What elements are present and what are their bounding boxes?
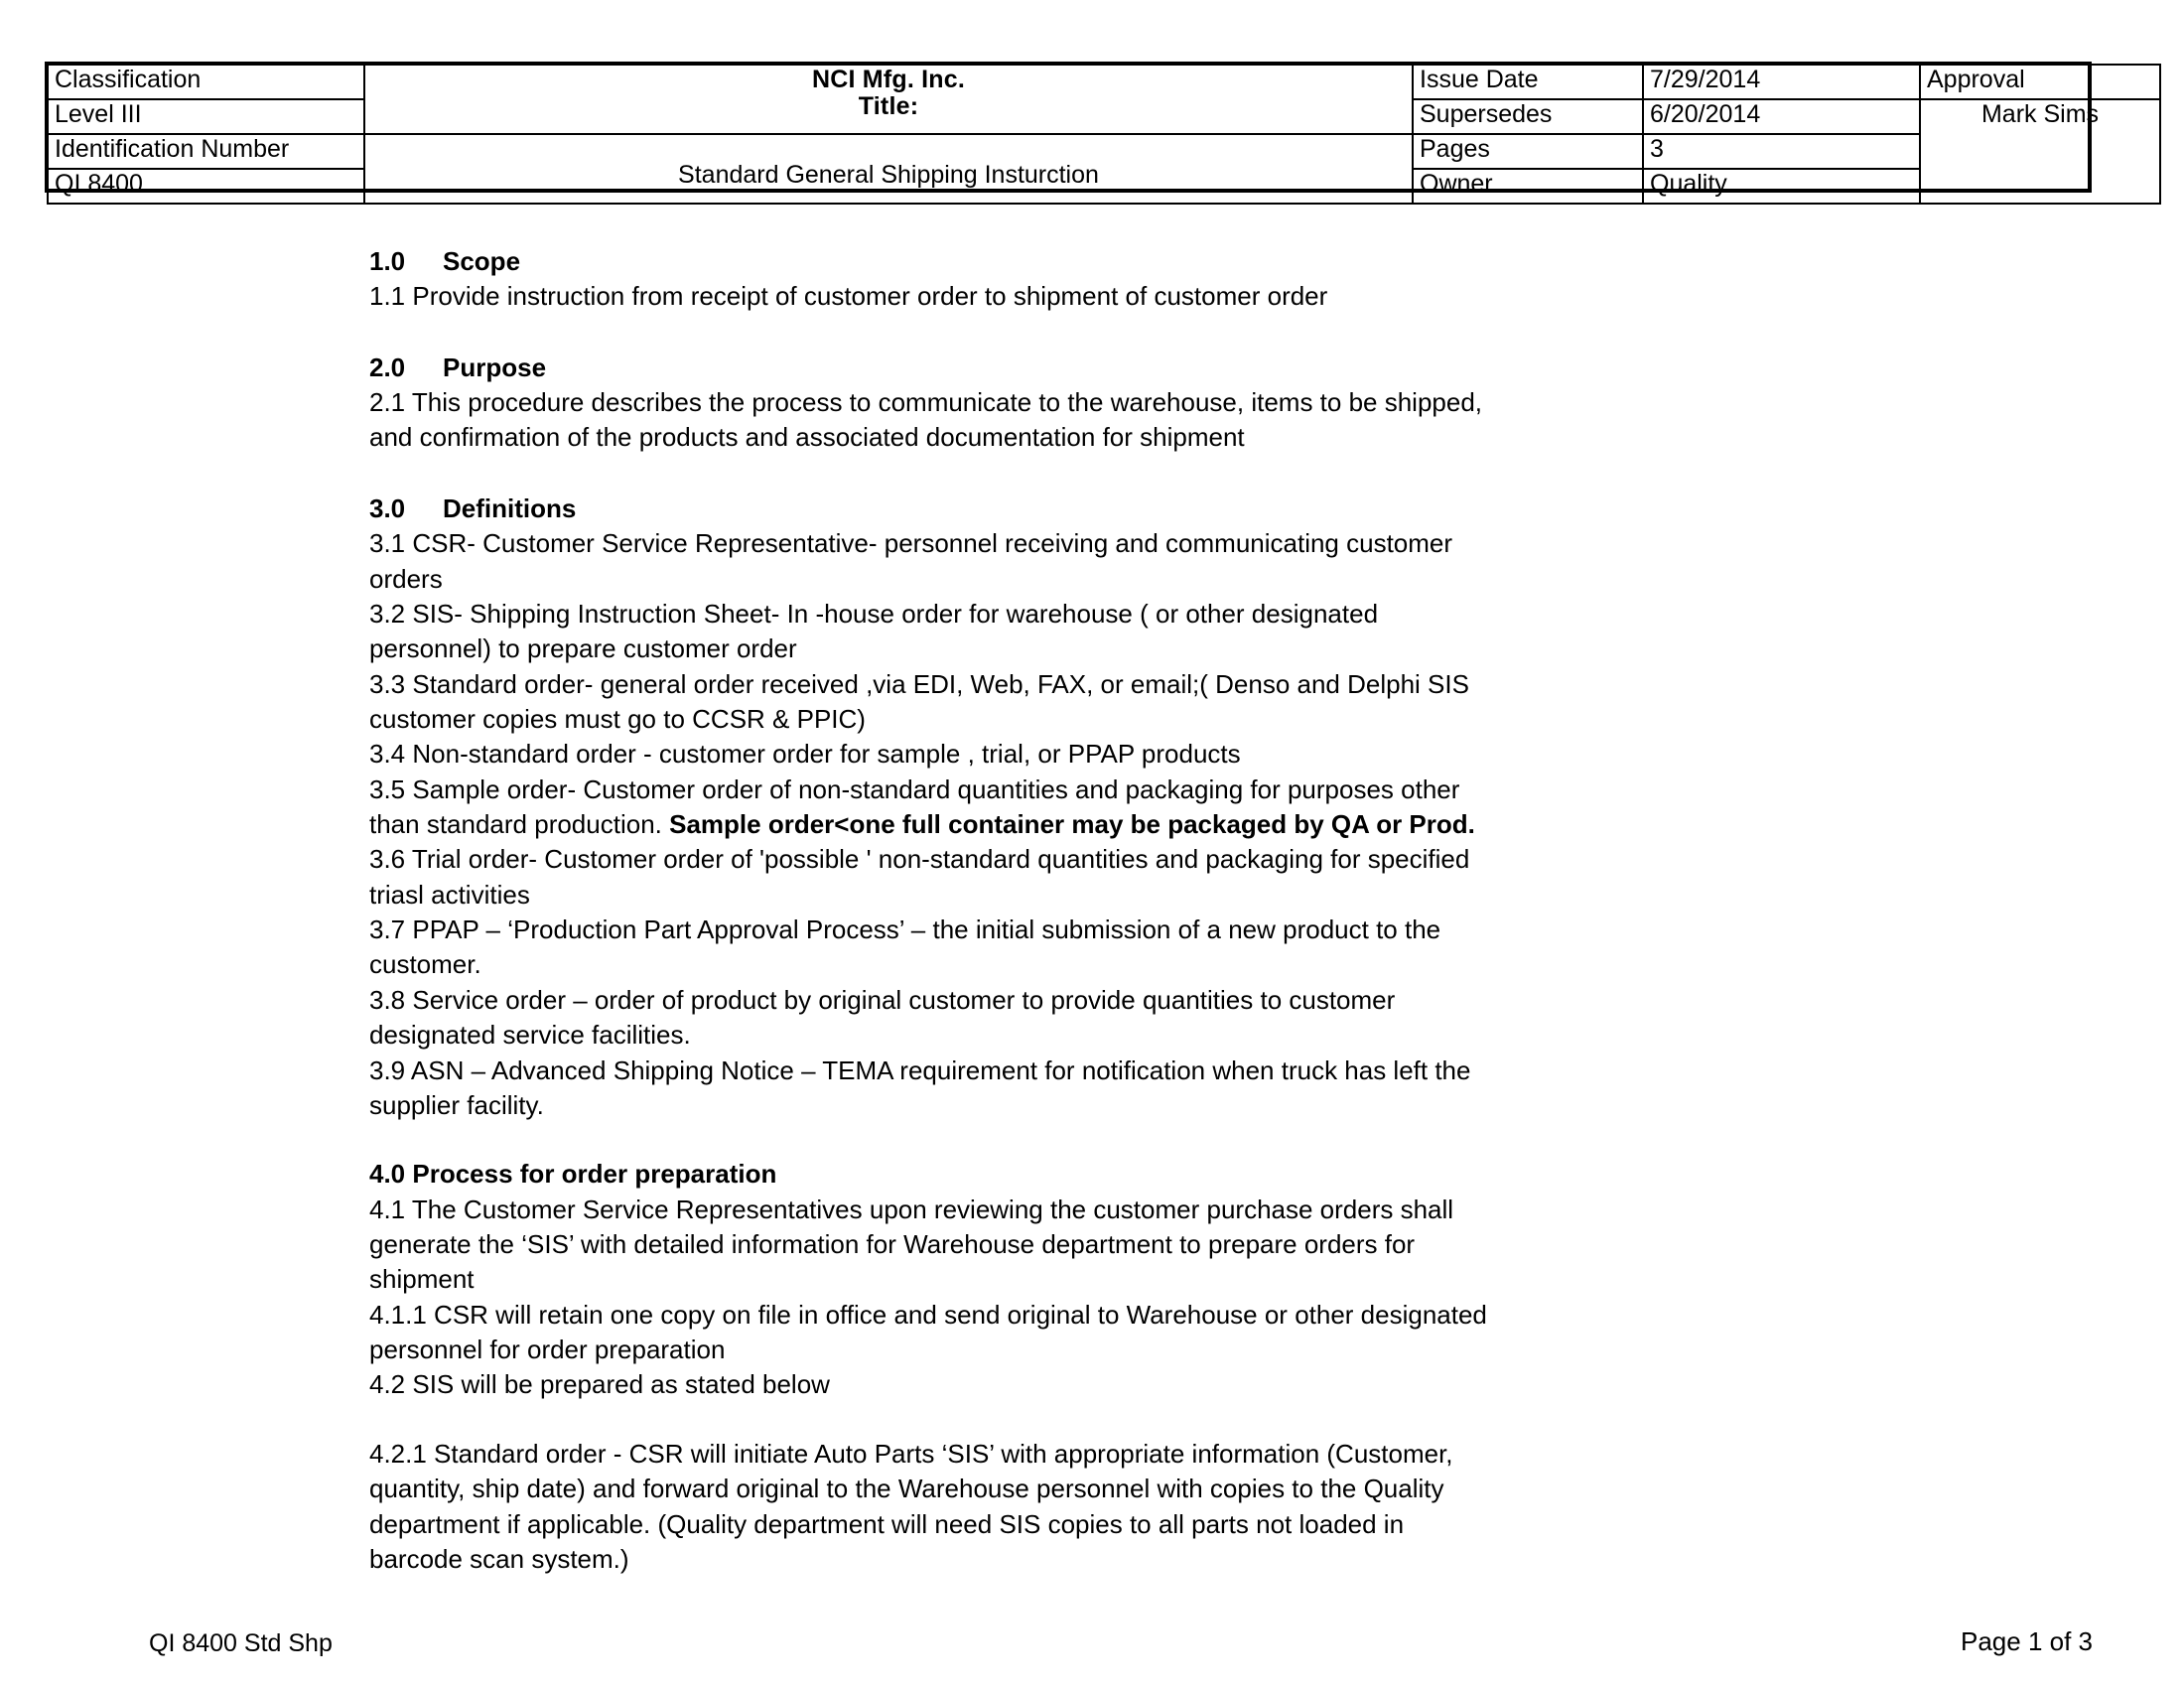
paragraph-3-7: 3.7 PPAP – ‘Production Part Approval Process’ – the initial submission of a new product to the customer. [369,914,1441,980]
paragraph-4-2-1: 4.2.1 Standard order - CSR will initiate Auto Parts ‘SIS’ with appropriate information (Customer, quantity, ship date) and forward original to the Warehouse personnel with copies to the Quality department if applicable. (Quality department will need SIS copies to all parts not loaded in barcode scan system.) [369,1438,1453,1574]
document-title-cell [364,134,1413,204]
approval-label-cell: Approval [1920,65,2160,99]
paragraph-3-3: 3.3 Standard order- general order received ,via EDI, Web, FAX, or email;( Denso and Delphi SIS customer copies must go to CCSR & PPIC) [369,668,1469,734]
identification-label-cell: Identification Number [48,134,364,169]
issue-date-value-cell: 7/29/2014 [1643,65,1920,99]
header-row-3 [48,134,2160,169]
paragraph-3-5 [369,773,1491,843]
title-label: Title: [858,91,919,120]
supersedes-label-cell: Supersedes [1413,99,1643,134]
document-header-table [47,64,2161,205]
paragraph-4-1-1: 4.1.1 CSR will retain one copy on file in office and send original to Warehouse or other designated personnel for order preparation [369,1299,1487,1365]
issue-date-label-cell: Issue Date [1413,65,1643,99]
identification-value-cell: QI 8400 [48,169,364,204]
paragraph-3-8: 3.8 Service order – order of product by original customer to provide quantities to customer designated service facilities. [369,984,1396,1051]
pages-value-cell: 3 [1643,134,1920,169]
pages-label-cell: Pages [1413,134,1643,169]
paragraph-3-4: 3.4 Non-standard order - customer order for sample , trial, or PPAP products [369,739,1241,770]
section-2-heading [369,351,1491,385]
section-3-number: 3.0 [369,492,406,523]
owner-label-cell: Owner [1413,169,1643,204]
spacer [369,315,1491,351]
footer-page-number: Page 1 of 3 [1961,1626,2093,1656]
paragraph-3-5-emphasis: Sample order<one full container may be packaged by QA or Prod. [669,809,1475,840]
owner-value-cell: Quality [1643,169,1920,204]
section-1-number: 1.0 [369,246,406,276]
paragraph-2-1: 2.1 This procedure describes the process to communicate to the warehouse, items to be shipped, and confirmation of the products and associated documentation for shipment [369,387,1483,453]
spacer [369,1403,1491,1437]
section-1-title: Scope [443,246,521,276]
approver-name-cell: Mark Sims [1920,99,2160,204]
supersedes-value-cell: 6/20/2014 [1643,99,1920,134]
spacer [369,456,1491,492]
paragraph-3-5-text: 3.5 Sample order- Customer order of non-standard quantities and packaging for purposes other than standard production. [369,774,1460,840]
paragraph-1-1: 1.1 Provide instruction from receipt of customer order to shipment of customer order [369,281,1328,312]
section-2-number: 2.0 [369,352,406,382]
paragraph-3-9: 3.9 ASN – Advanced Shipping Notice – TEMA requirement for notification when truck has left the supplier facility. [369,1055,1471,1120]
spacer [369,1123,1491,1157]
section-1-heading [369,244,1491,279]
company-name-cell [364,65,1413,134]
section-3-title: Definitions [443,492,577,523]
classification-label-cell: Classification [48,65,364,99]
paragraph-3-1: 3.1 CSR- Customer Service Representative- personnel receiving and communicating customer orders [369,528,1453,594]
footer-document-code: QI 8400 Std Shp [149,1629,333,1657]
section-2-title: Purpose [443,352,547,382]
classification-value-cell: Level III [48,99,364,134]
paragraph-3-6: 3.6 Trial order- Customer order of 'possible ' non-standard quantities and packaging for specified triasl activities [369,844,1470,910]
section-4-heading: 4.0 Process for order preparation [369,1159,777,1190]
paragraph-3-2: 3.2 SIS- Shipping Instruction Sheet- In -house order for warehouse ( or other designated personnel) to prepare customer order [369,598,1379,664]
company-name: NCI Mfg. Inc. [812,66,965,93]
section-3-heading [369,492,1491,526]
document-title: Standard General Shipping Insturction [678,161,1099,189]
document-body [369,244,1491,1577]
paragraph-4-1: 4.1 The Customer Service Representatives upon reviewing the customer purchase orders shall generate the ‘SIS’ with detailed information for Warehouse department to prepare orders for shipment [369,1194,1454,1295]
paragraph-4-2: 4.2 SIS will be prepared as stated below [369,1369,830,1400]
header-row-1 [48,65,2160,99]
